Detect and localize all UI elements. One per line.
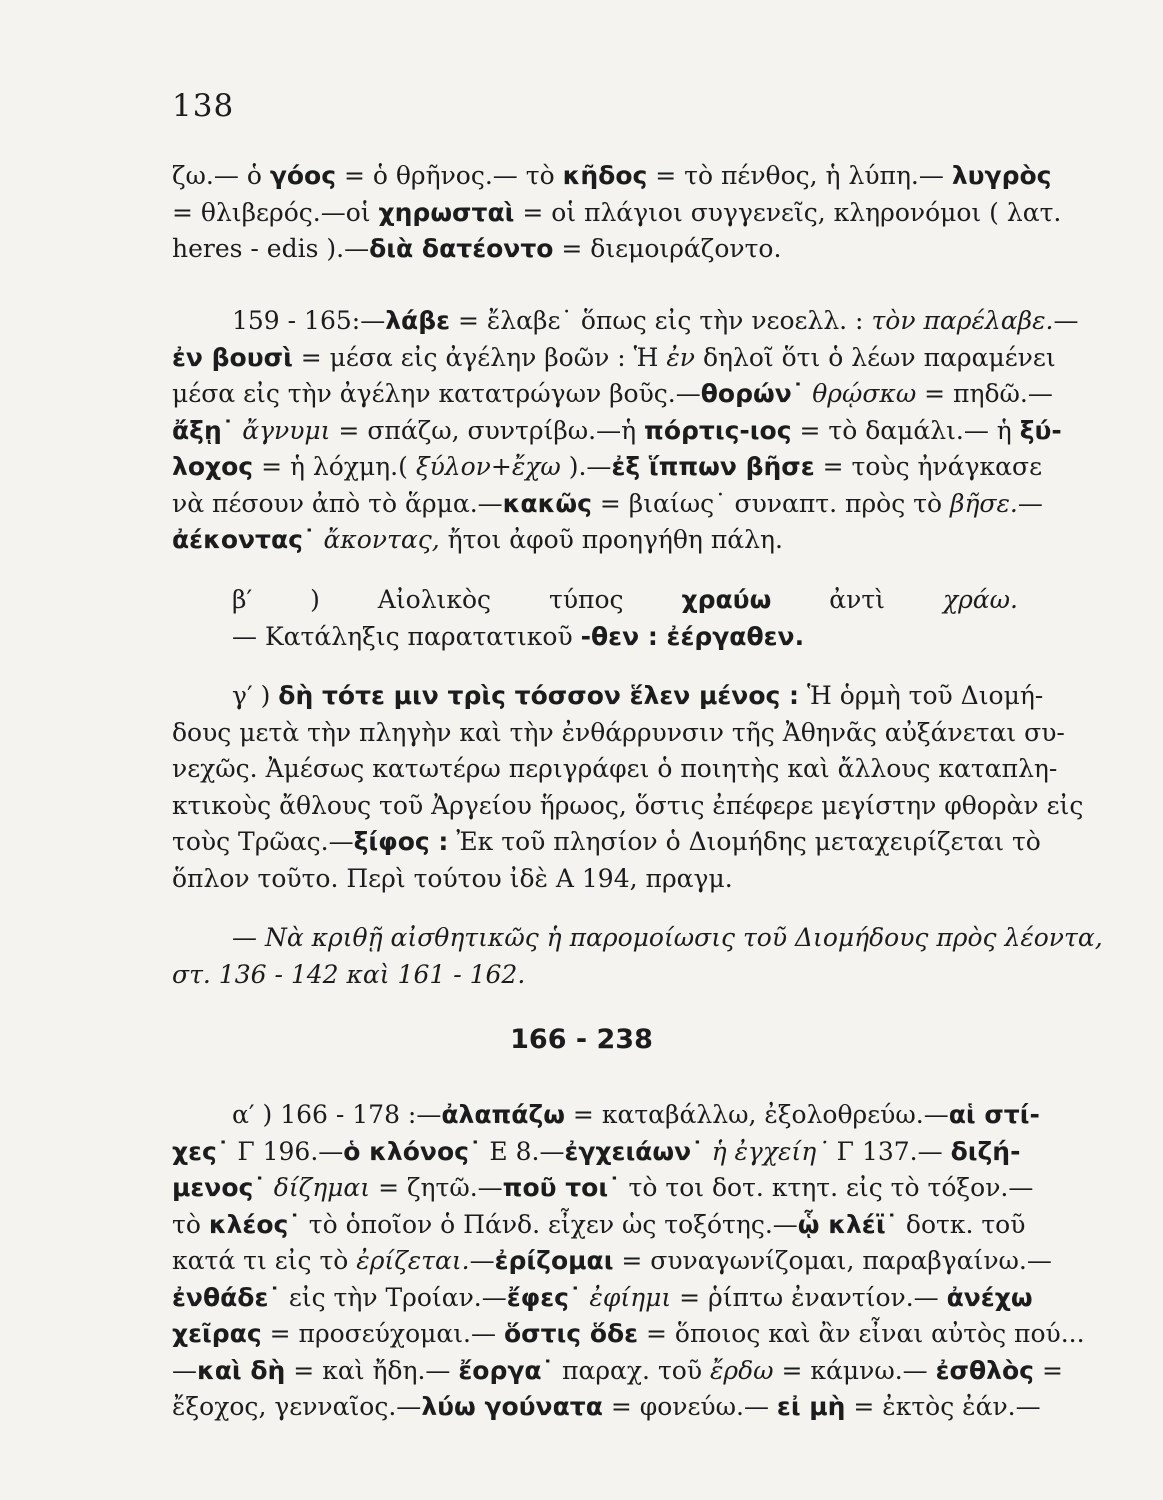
text-line: λοχος = ἡ λόχμη.( ξύλον+ἔχω ).—ἐξ ἵππων βῆσε = τοὺς ἠνάγκασε xyxy=(172,452,1043,481)
text-line: κτικοὺς ἄθλους τοῦ Ἀργείου ἥρωος, ὅστις ἐπέφερε μεγίστην φθορὰν εἰς xyxy=(172,790,1084,820)
text-line: στ. 136 - 142 καὶ 161 - 162. xyxy=(172,959,526,989)
paragraph xyxy=(172,158,1062,268)
text-line: τοὺς Τρῶας.—ξίφος : Ἐκ τοῦ πλησίον ὁ Διομήδης μεταχειρίζεται τὸ xyxy=(172,827,1041,856)
text-line: ὅπλον τοῦτο. Περὶ τούτου ἰδὲ Α 194, πραγμ. xyxy=(172,863,733,893)
text-line: νεχῶς. Ἀμέσως κατωτέρω περιγράφει ὁ ποιητὴς καὶ ἄλλους καταπλη- xyxy=(172,754,1058,783)
text-line: γ′ ) δὴ τότε μιν τρὶς τόσσον ἕλεν μένος : Ἡ ὁρμὴ τοῦ Διομή- xyxy=(232,681,1044,710)
section-heading: 166 - 238 xyxy=(510,1024,653,1055)
paragraph xyxy=(172,303,1079,559)
text-line: —καὶ δὴ = καὶ ἤδη.— ἔοργα˙ παραχ. τοῦ ἔρδω = κάμνω.— ἐσθλὸς = xyxy=(172,1355,1063,1385)
page-number: 138 xyxy=(172,88,235,124)
text-line: ἐν βουσὶ = μέσα εἰς ἀγέλην βοῶν : Ἡ ἐν δηλοῖ ὅτι ὁ λέων παραμένει xyxy=(172,342,1056,372)
text-line: χεῖρας = προσεύχομαι.— ὅστις ὅδε = ὅποιος καὶ ἂν εἶναι αὐτὸς πού... xyxy=(172,1319,1085,1348)
text-line: ἐνθάδε˙ εἰς τὴν Τροίαν.—ἔφες˙ ἐφίημι = ῥίπτω ἐναντίον.— ἀνέχω xyxy=(172,1282,1033,1312)
text-line: νὰ πέσουν ἀπὸ τὸ ἅρμα.—κακῶς = βιαίως˙ συναπτ. πρὸς τὸ βῆσε.— xyxy=(172,488,1043,518)
text-line: μενος˙ δίζημαι = ζητῶ.—ποῦ τοι˙ τὸ τοι δοτ. κτητ. εἰς τὸ τόξον.— xyxy=(172,1173,1034,1202)
text-line: α′ ) 166 - 178 :—ἀλαπάζω = καταβάλλω, ἐξολοθρεύω.—αἱ στί- xyxy=(232,1100,1040,1129)
text-line: τὸ κλέος˙ τὸ ὁποῖον ὁ Πάνδ. εἶχεν ὡς τοξότης.—ᾧ κλέϊ˙ δοτκ. τοῦ xyxy=(172,1209,1026,1239)
text-line: κατά τι εἰς τὸ ἐρίζεται.—ἐρίζομαι = συναγωνίζομαι, παραβγαίνω.— xyxy=(172,1246,1052,1275)
text-line: heres - edis ).—διὰ δατέοντο = διεμοιράζοντο. xyxy=(172,234,782,263)
text-line: χες˙ Γ 196.—ὁ κλόνος˙ Ε 8.—ἐγχειάων˙ ἡ ἐγχείη˙ Γ 137.— διζή- xyxy=(172,1136,1021,1166)
paragraph xyxy=(172,582,1018,655)
paragraph xyxy=(172,1097,1085,1426)
paragraph xyxy=(172,678,1084,897)
text-line: ἔξοχος, γενναῖος.—λύω γούνατα = φονεύω.— εἰ μὴ = ἐκτὸς ἐάν.— xyxy=(172,1392,1041,1421)
text-line: μέσα εἰς τὴν ἀγέλην κατατρώγων βοῦς.—θορών˙ θρῴσκω = πηδῶ.— xyxy=(172,379,1053,408)
paragraph xyxy=(172,920,1103,993)
text-line: β′ ) Αἰολικὸς τύπος χραύω ἀντὶ χράω. xyxy=(232,585,1018,614)
text-line: — Κατάληξις παρατατικοῦ -θεν : ἐέργαθεν. xyxy=(232,621,805,651)
text-line: — Νὰ κριθῇ αἰσθητικῶς ἡ παρομοίωσις τοῦ Διομήδους πρὸς λέοντα, xyxy=(232,923,1103,952)
text-line: = θλιβερός.—οἱ χηρωσταὶ = οἱ πλάγιοι συγγενεῖς, κληρονόμοι ( λατ. xyxy=(172,197,1062,227)
text-line: ἄξῃ˙ ἄγνυμι = σπάζω, συντρίβω.—ἡ πόρτις-ιος = τὸ δαμάλι.— ἡ ξύ- xyxy=(172,415,1062,445)
text-line: 159 - 165:—λάβε = ἔλαβε˙ ὅπως εἰς τὴν νεοελλ. : τὸν παρέλαβε.— xyxy=(232,306,1079,335)
text-line: ζω.— ὁ γόος = ὁ θρῆνος.— τὸ κῆδος = τὸ πένθος, ἡ λύπη.— λυγρὸς xyxy=(172,161,1052,190)
text-line: δους μετὰ τὴν πληγὴν καὶ τὴν ἐνθάρρυνσιν τῆς Ἀθηνᾶς αὐξάνεται συ- xyxy=(172,717,1065,747)
text-line: ἀέκοντας˙ ἄκοντας, ἤτοι ἀφοῦ προηγήθη πάλη. xyxy=(172,525,783,554)
